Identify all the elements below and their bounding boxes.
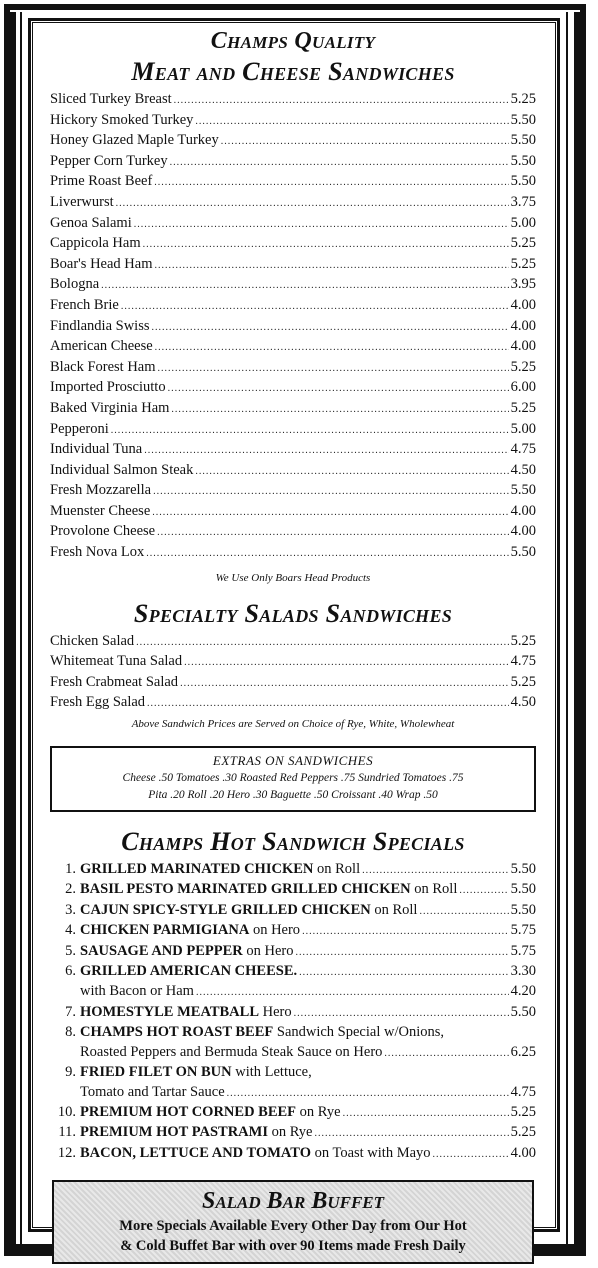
- item-name: Chicken Salad: [50, 632, 135, 649]
- leader-dots: [158, 360, 509, 379]
- leader-dots: [171, 401, 508, 420]
- leader-dots: [362, 861, 509, 880]
- hot-item-name: [50, 982, 194, 1001]
- hot-item: [50, 1144, 536, 1164]
- leader-dots: [174, 92, 509, 111]
- leader-dots: [143, 236, 509, 255]
- hot-item-name: [50, 1103, 341, 1122]
- menu-item: [50, 652, 536, 673]
- hot-item: [50, 942, 536, 962]
- item-price: 5.25: [510, 1124, 536, 1141]
- hot-item: [50, 860, 536, 880]
- leader-dots: [121, 298, 509, 317]
- extras-box: [50, 746, 536, 812]
- item-title: GRILLED MARINATED CHICKEN: [80, 861, 314, 878]
- item-name: Findlandia Swiss: [50, 317, 150, 334]
- item-detail: on Rye: [296, 1103, 341, 1120]
- item-name: Individual Salmon Steak: [50, 461, 194, 478]
- hot-item-name: [50, 880, 457, 899]
- item-detail: on Toast with Mayo: [310, 1144, 431, 1161]
- item-name: French Brie: [50, 296, 119, 313]
- hot-item: [50, 901, 536, 921]
- menu-item: [50, 632, 536, 653]
- leader-dots: [136, 634, 508, 653]
- item-detail: with Lettuce,: [231, 1064, 312, 1081]
- extras-line: Cheese .50 Tomatoes .30 Roasted Red Peppers .75 Sundried Tomatoes .75: [122, 772, 464, 785]
- leader-dots: [147, 695, 509, 714]
- hot-item-name: [50, 1063, 312, 1082]
- menu-item: [50, 193, 536, 214]
- hot-item-name: [50, 962, 297, 981]
- item-number: 1.: [65, 861, 76, 878]
- frame-bar-right: [574, 12, 580, 1250]
- meat-cheese-list: [50, 90, 536, 564]
- leader-dots: [196, 983, 509, 1002]
- menu-item: [50, 337, 536, 358]
- item-detail: Hero: [259, 1003, 292, 1020]
- item-number: 10.: [57, 1103, 76, 1120]
- item-price: 4.50: [510, 694, 536, 711]
- item-price: 5.50: [510, 901, 536, 918]
- brand-title: Champs Quality: [210, 28, 376, 54]
- item-price: 5.50: [510, 482, 536, 499]
- item-price: 5.50: [510, 861, 536, 878]
- leader-dots: [154, 257, 508, 276]
- buffet-title: Salad Bar Buffet: [201, 1188, 385, 1215]
- item-number: 4.: [65, 922, 76, 939]
- item-number: 12.: [57, 1144, 76, 1161]
- item-number: 6.: [65, 963, 76, 980]
- item-price: 5.50: [510, 173, 536, 190]
- menu-item: [50, 420, 536, 441]
- item-detail: on Hero: [242, 942, 294, 959]
- item-title: CHICKEN PARMIGIANA: [80, 922, 250, 939]
- item-price: 5.50: [510, 132, 536, 149]
- hot-item: [50, 1123, 536, 1143]
- item-title: GRILLED AMERICAN CHEESE.: [80, 963, 298, 980]
- leader-dots: [315, 1124, 509, 1143]
- leader-dots: [155, 339, 509, 358]
- item-price: 4.75: [510, 653, 536, 670]
- menu-item: [50, 131, 536, 152]
- leader-dots: [384, 1044, 508, 1063]
- item-price: 5.00: [510, 214, 536, 231]
- hot-item: [50, 921, 536, 941]
- item-name: Hickory Smoked Turkey: [50, 111, 194, 128]
- menu-item: [50, 399, 536, 420]
- leader-dots: [184, 654, 509, 673]
- item-price: 4.00: [510, 1144, 536, 1161]
- item-title: FRIED FILET ON BUN: [80, 1064, 232, 1081]
- leader-dots: [296, 943, 509, 962]
- menu-item: [50, 255, 536, 276]
- item-name: Cappicola Ham: [50, 235, 141, 252]
- leader-dots: [180, 675, 509, 694]
- item-price: 5.25: [510, 399, 536, 416]
- item-number: 11.: [58, 1124, 76, 1141]
- item-price: 5.25: [510, 1103, 536, 1120]
- item-detail: on Rye: [267, 1124, 313, 1141]
- item-price: 5.25: [510, 255, 536, 272]
- item-detail: on Hero: [249, 922, 301, 939]
- menu-item: [50, 214, 536, 235]
- item-name: Fresh Egg Salad: [50, 694, 146, 711]
- boars-head-note: We Use Only Boars Head Products: [215, 571, 371, 584]
- leader-dots: [221, 133, 509, 152]
- item-price: 3.75: [510, 193, 536, 210]
- hot-item: [50, 1003, 536, 1023]
- item-detail: on Roll: [410, 881, 458, 898]
- bread-choice-note: Above Sandwich Prices are Served on Choice of Rye, White, Wholewheat: [131, 718, 455, 731]
- item-price: 6.25: [510, 1043, 536, 1060]
- menu-item: [50, 378, 536, 399]
- item-price: 5.25: [510, 632, 536, 649]
- item-detail: on Roll: [370, 901, 418, 918]
- hot-item-name: [50, 1043, 382, 1062]
- leader-dots: [195, 113, 508, 132]
- item-detail: on Roll: [313, 861, 361, 878]
- menu-item: [50, 152, 536, 173]
- item-name: Fresh Crabmeat Salad: [50, 673, 179, 690]
- corner-ornament: [568, 8, 586, 26]
- item-title: CHAMPS HOT ROAST BEEF: [80, 1024, 274, 1041]
- item-name: Liverwurst: [50, 193, 114, 210]
- item-number: 8.: [65, 1024, 76, 1041]
- item-title: PREMIUM HOT CORNED BEEF: [80, 1103, 297, 1120]
- buffet-line: & Cold Buffet Bar with over 90 Items made Fresh Daily: [120, 1238, 466, 1255]
- item-number: 3.: [65, 901, 76, 918]
- leader-dots: [299, 963, 508, 982]
- frame-bar-left: [10, 12, 16, 1250]
- menu-item: [50, 481, 536, 502]
- hot-item-name: [50, 860, 360, 879]
- leader-dots: [343, 1104, 509, 1123]
- hot-item-name: [50, 1023, 444, 1042]
- menu-item: [50, 234, 536, 255]
- leader-dots: [101, 277, 508, 296]
- item-name: Baked Virginia Ham: [50, 399, 170, 416]
- hot-item: [50, 1063, 536, 1082]
- item-name: Prime Roast Beef: [50, 173, 153, 190]
- hot-item-name: [50, 1123, 313, 1142]
- item-price: 4.50: [510, 461, 536, 478]
- menu-item: [50, 358, 536, 379]
- hot-item: [50, 962, 536, 982]
- item-name: Whitemeat Tuna Salad: [50, 653, 183, 670]
- hot-item: [50, 1083, 536, 1103]
- item-detail: Sandwich Special w/Onions,: [273, 1024, 445, 1041]
- leader-dots: [294, 1004, 509, 1023]
- leader-dots: [134, 216, 509, 235]
- item-detail: Tomato and Tartar Sauce: [80, 1083, 225, 1100]
- hot-item-name: [50, 901, 417, 920]
- item-number: 2.: [65, 881, 76, 898]
- item-price: 4.00: [510, 502, 536, 519]
- item-number: 5.: [65, 942, 76, 959]
- corner-ornament: [8, 8, 26, 26]
- item-name: Bologna: [50, 276, 100, 293]
- menu-item: [50, 673, 536, 694]
- item-price: 5.50: [510, 881, 536, 898]
- item-name: Fresh Mozzarella: [50, 482, 152, 499]
- item-price: 5.25: [510, 235, 536, 252]
- item-price: 4.00: [510, 296, 536, 313]
- menu-item: [50, 440, 536, 461]
- hot-item-name: [50, 1083, 225, 1102]
- leader-dots: [459, 881, 508, 900]
- item-price: 3.30: [510, 963, 536, 980]
- section-title-meat-cheese: Meat and Cheese Sandwiches: [131, 57, 455, 86]
- leader-dots: [433, 1145, 509, 1164]
- extras-title: EXTRAS ON SANDWICHES: [212, 753, 374, 769]
- menu-item: [50, 502, 536, 523]
- leader-dots: [157, 524, 509, 543]
- item-price: 5.25: [510, 91, 536, 107]
- item-number: 9.: [65, 1064, 76, 1081]
- hot-item-name: [50, 1003, 292, 1022]
- menu-item: [50, 275, 536, 296]
- leader-dots: [153, 483, 509, 502]
- hot-item-name: [50, 1144, 431, 1163]
- item-price: 5.50: [510, 111, 536, 128]
- item-price: 4.00: [510, 317, 536, 334]
- hot-item: [50, 982, 536, 1002]
- extras-line: Pita .20 Roll .20 Hero .30 Baguette .50 Croissant .40 Wrap .50: [148, 789, 438, 802]
- menu-item: [50, 693, 536, 714]
- menu-item: [50, 111, 536, 132]
- item-title: BACON, LETTUCE AND TOMATO: [80, 1144, 311, 1161]
- hot-item-name: [50, 942, 294, 961]
- item-detail: Roasted Peppers and Bermuda Steak Sauce on Hero: [80, 1043, 383, 1060]
- menu-item: [50, 522, 536, 543]
- item-name: Black Forest Ham: [50, 358, 156, 375]
- item-name: Boar's Head Ham: [50, 255, 153, 272]
- item-name: Muenster Cheese: [50, 502, 151, 519]
- item-price: 5.00: [510, 420, 536, 437]
- buffet-line: More Specials Available Every Other Day from Our Hot: [119, 1218, 467, 1235]
- hot-item: [50, 1103, 536, 1123]
- item-price: 5.75: [510, 922, 536, 939]
- item-name: Provolone Cheese: [50, 523, 156, 540]
- frame-line-left: [20, 12, 22, 1250]
- item-price: 6.00: [510, 379, 536, 396]
- item-price: 3.95: [510, 276, 536, 293]
- leader-dots: [170, 154, 509, 173]
- leader-dots: [227, 1084, 509, 1103]
- menu-content: [50, 26, 536, 1264]
- item-price: 4.20: [510, 983, 536, 1000]
- menu-item: [50, 461, 536, 482]
- item-price: 5.50: [510, 1003, 536, 1020]
- item-title: CAJUN SPICY-STYLE GRILLED CHICKEN: [80, 901, 371, 918]
- hot-item: [50, 1023, 536, 1042]
- hot-specials-list: [50, 860, 536, 1164]
- item-price: 5.75: [510, 942, 536, 959]
- item-price: 5.50: [510, 152, 536, 169]
- frame-line-right: [566, 12, 568, 1250]
- leader-dots: [154, 174, 508, 193]
- salad-list: [50, 632, 536, 714]
- item-name: American Cheese: [50, 338, 153, 355]
- hot-item: [50, 1043, 536, 1063]
- item-name: Honey Glazed Maple Turkey: [50, 132, 219, 149]
- item-name: Pepper Corn Turkey: [50, 152, 168, 169]
- item-name: Genoa Salami: [50, 214, 132, 231]
- item-price: 5.50: [510, 544, 536, 561]
- item-price: 4.00: [510, 338, 536, 355]
- item-number: 7.: [65, 1003, 76, 1020]
- leader-dots: [195, 463, 508, 482]
- leader-dots: [419, 902, 508, 921]
- item-price: 5.25: [510, 673, 536, 690]
- section-title-hot: Champs Hot Sandwich Specials: [121, 827, 465, 857]
- leader-dots: [152, 504, 508, 523]
- item-name: Imported Prosciutto: [50, 379, 166, 396]
- hot-item-name: [50, 921, 300, 940]
- menu-item: [50, 543, 536, 564]
- item-name: Sliced Turkey Breast: [50, 91, 172, 107]
- item-price: 4.00: [510, 523, 536, 540]
- item-name: Individual Tuna: [50, 441, 143, 458]
- item-name: Fresh Nova Lox: [50, 544, 145, 561]
- item-name: Pepperoni: [50, 420, 109, 437]
- leader-dots: [152, 319, 509, 338]
- leader-dots: [116, 195, 509, 214]
- item-detail: with Bacon or Ham: [80, 983, 194, 1000]
- item-price: 4.75: [510, 441, 536, 458]
- leader-dots: [146, 545, 508, 564]
- item-title: HOMESTYLE MEATBALL: [80, 1003, 259, 1020]
- buffet-box: [52, 1180, 534, 1264]
- leader-dots: [111, 422, 509, 441]
- menu-item: [50, 172, 536, 193]
- leader-dots: [144, 442, 508, 461]
- item-price: 5.25: [510, 358, 536, 375]
- menu-item: [50, 90, 536, 111]
- item-title: PREMIUM HOT PASTRAMI: [80, 1124, 268, 1141]
- leader-dots: [168, 380, 509, 399]
- section-title-salads: Specialty Salads Sandwiches: [133, 598, 453, 628]
- menu-item: [50, 317, 536, 338]
- item-price: 4.75: [510, 1083, 536, 1100]
- item-title: BASIL PESTO MARINATED GRILLED CHICKEN: [80, 881, 411, 898]
- hot-item: [50, 880, 536, 900]
- item-title: SAUSAGE AND PEPPER: [80, 942, 243, 959]
- menu-item: [50, 296, 536, 317]
- leader-dots: [302, 922, 509, 941]
